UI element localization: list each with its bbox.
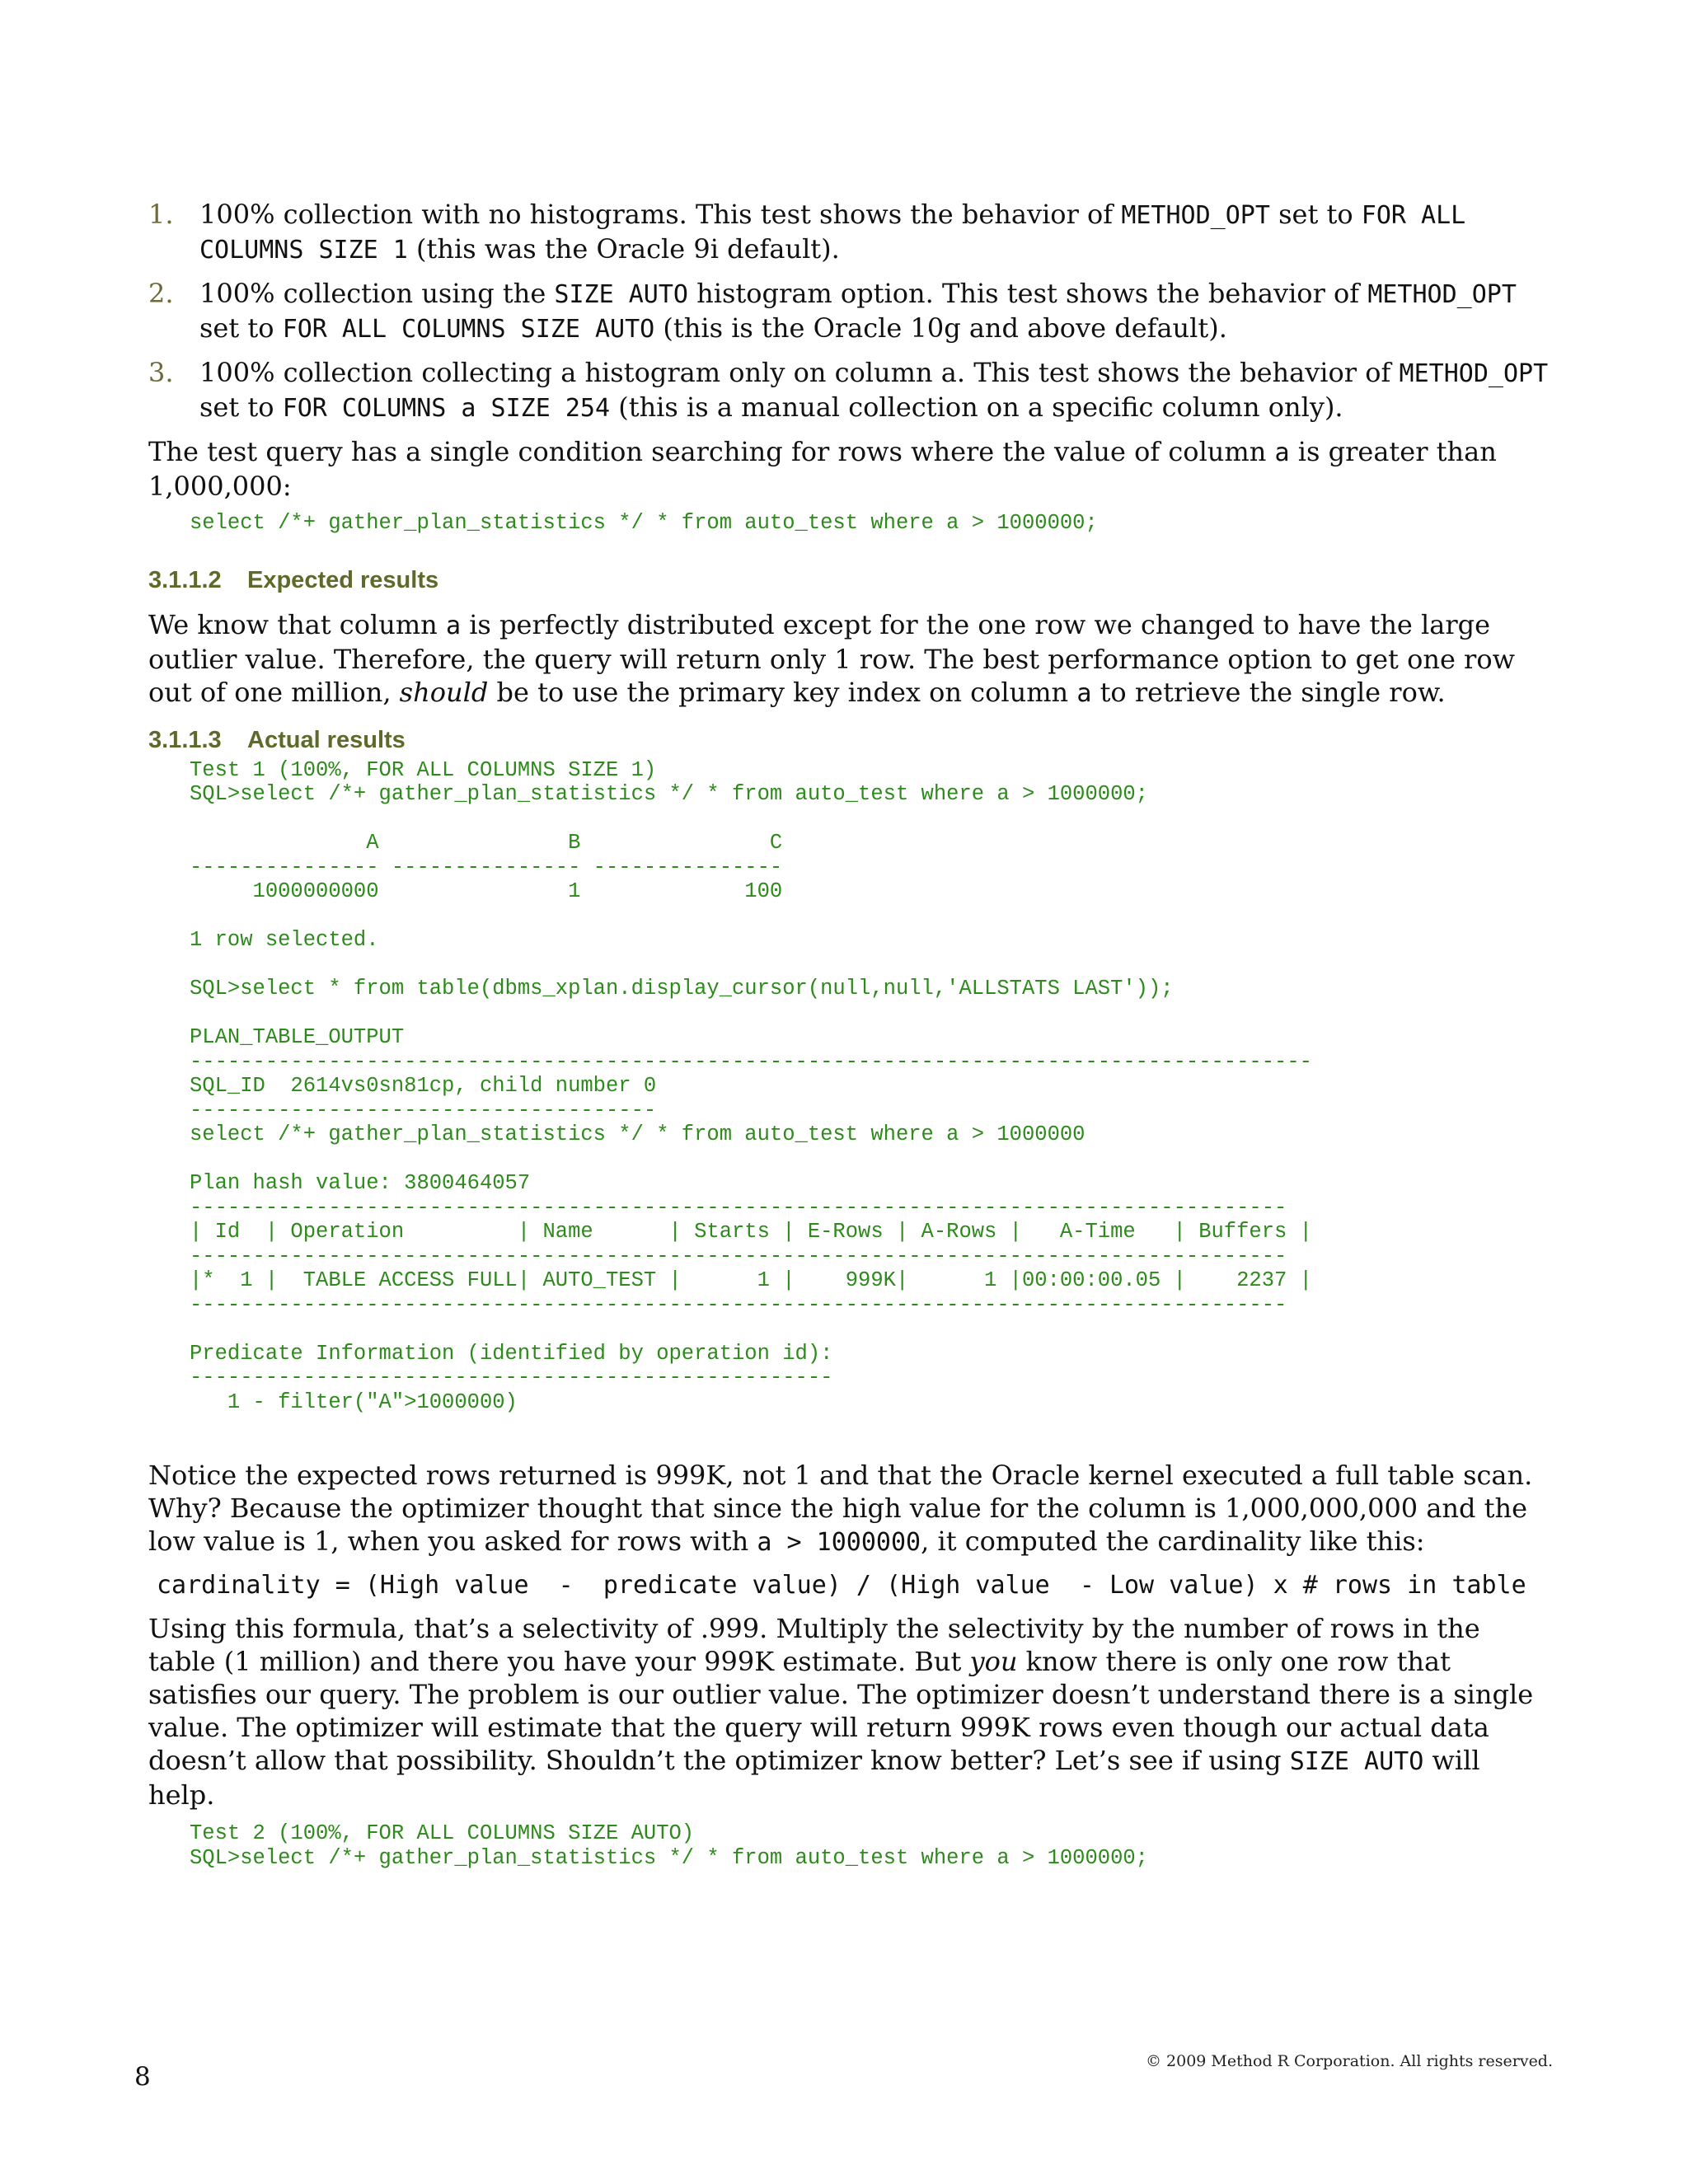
- emphasis-text: you: [969, 1646, 1018, 1677]
- code-line: | Id | Operation | Name | Starts | E-Rows | A-Rows | A-Time | Buffers |: [190, 1220, 1312, 1244]
- text-run: (this was the Oracle 9i default).: [407, 233, 840, 265]
- copyright-notice: © 2009 Method R Corporation. All rights reserved.: [1146, 2052, 1554, 2070]
- test-list: [148, 198, 1550, 425]
- text-run: will help.: [148, 1745, 1480, 1811]
- intro-paragraph: [148, 435, 1550, 503]
- code-line: [190, 807, 1550, 832]
- code-line: Test 1 (100%, FOR ALL COLUMNS SIZE 1): [190, 757, 657, 782]
- inline-code: SIZE AUTO: [554, 280, 688, 309]
- inline-code: SIZE AUTO: [1289, 1747, 1424, 1776]
- code-line: SQL>select * from table(dbms_xplan.display_cursor(null,null,'ALLSTATS LAST'));: [190, 977, 1174, 1001]
- code-block-test2: [190, 1821, 1550, 1870]
- selectivity-paragraph: [148, 1612, 1550, 1811]
- code-block-test1: [190, 758, 1550, 1415]
- code-line: SQL>select /*+ gather_plan_statistics */ * from auto_test where a > 1000000;: [190, 1845, 1148, 1870]
- list-item-text: [199, 357, 1548, 423]
- text-run: be to use the primary key index on column: [488, 676, 1077, 708]
- code-line: Plan hash value: 3800464057: [190, 1171, 531, 1195]
- list-item: [148, 356, 1550, 425]
- text-run: Using this formula, that’s a selectivity of .999. Multiply the selectivity by the number of rows in the table (1 million) and there you have your 999K estimate. But: [148, 1613, 1480, 1677]
- text-run: is perfectly distributed except for the one row we changed to have the large outlier value. Therefore, the query will return only 1 row. The best performance option to get one row out of one million,: [148, 608, 1515, 708]
- list-number: 1.: [148, 199, 174, 230]
- text-run: to retrieve the single row.: [1091, 676, 1446, 708]
- list-item: [148, 277, 1550, 346]
- section-number: 3.1.1.2: [148, 566, 222, 593]
- page-number: 8: [134, 2062, 151, 2092]
- expected-paragraph: [148, 608, 1550, 710]
- section-title: Expected results: [247, 566, 439, 593]
- list-item: [148, 198, 1550, 267]
- code-line: [190, 1317, 1550, 1342]
- list-item-text: [199, 199, 1465, 265]
- code-line: SQL>select /*+ gather_plan_statistics */ * from auto_test where a > 1000000;: [190, 782, 1148, 806]
- code-line: select /*+ gather_plan_statistics */ * from auto_test where a > 1000000;: [190, 511, 1098, 535]
- text-run: (this is a manual collection on a specific column only).: [610, 391, 1343, 423]
- inline-code: METHOD_OPT: [1121, 201, 1270, 230]
- text-run: 100% collection using the: [199, 278, 555, 309]
- text-run: set to: [1269, 199, 1362, 230]
- code-line: -------------------------------------: [190, 1098, 657, 1122]
- code-line: ---------------------------------------------------------------------------------------: [190, 1292, 1287, 1317]
- section-title: Actual results: [247, 726, 406, 753]
- code-line: Test 2 (100%, FOR ALL COLUMNS SIZE AUTO): [190, 1821, 695, 1845]
- code-line: --------------- --------------- ---------------: [190, 855, 783, 879]
- inline-code: a: [445, 611, 462, 640]
- inline-code: FOR ALL COLUMNS SIZE AUTO: [282, 315, 655, 344]
- code-line: -----------------------------------------------------------------------------------------: [190, 1049, 1312, 1074]
- text-run: 100% collection collecting a histogram only on column a. This test shows the behavior of: [199, 357, 1400, 388]
- list-item-text: [199, 278, 1517, 344]
- inline-code: a: [1076, 678, 1092, 708]
- code-line: 1000000000 1 100: [190, 879, 783, 903]
- code-block-query: [190, 511, 1550, 536]
- text-run: The test query has a single condition searching for rows where the value of column: [148, 436, 1275, 467]
- text-run: , it computed the cardinality like this:: [921, 1526, 1425, 1557]
- text-run: We know that column: [148, 608, 446, 640]
- code-line: 1 row selected.: [190, 928, 379, 952]
- text-run: is greater than 1,000,000:: [148, 436, 1497, 502]
- code-line: [190, 953, 1550, 977]
- notice-paragraph: [148, 1459, 1550, 1559]
- code-line: |* 1 | TABLE ACCESS FULL| AUTO_TEST | 1 | 999K| 1 |00:00:00.05 | 2237 |: [190, 1268, 1312, 1292]
- inline-code: a: [1274, 438, 1290, 467]
- document-body: [148, 198, 1550, 1870]
- code-line: A B C: [190, 831, 783, 855]
- inline-code: a > 1000000: [757, 1528, 921, 1557]
- text-run: know there is only one row that satisfies our query. The problem is our outlier value. The optimizer doesn’t understand there is a single value. The optimizer will estimate that the query will return 999K rows even though our actual data doesn’t allow that possibility. Shouldn’t the optimizer know better? Let’s see if using: [148, 1646, 1534, 1776]
- section-heading-expected: [148, 565, 1550, 595]
- section-number: 3.1.1.3: [148, 726, 222, 753]
- cardinality-formula: cardinality = (High value - predicate value) / (High value - Low value) x # rows in table: [157, 1571, 1526, 1600]
- code-line: [190, 904, 1550, 929]
- inline-code: METHOD_OPT: [1367, 280, 1517, 309]
- code-line: SQL_ID 2614vs0sn81cp, child number 0: [190, 1074, 657, 1098]
- list-number: 2.: [148, 278, 174, 309]
- code-line: select /*+ gather_plan_statistics */ * from auto_test where a > 1000000: [190, 1122, 1085, 1146]
- inline-code: FOR COLUMNS a SIZE 254: [282, 394, 611, 423]
- code-line: Predicate Information (identified by operation id):: [190, 1341, 833, 1366]
- code-line: ---------------------------------------------------------------------------------------: [190, 1195, 1287, 1220]
- text-run: set to: [199, 391, 283, 423]
- emphasis-text: should: [399, 676, 489, 708]
- text-run: Notice the expected rows returned is 999K, not 1 and that the Oracle kernel executed a full table scan. Why? Because the optimizer thought that since the high value for the column is 1,000,000,000 and the low value is 1, when you asked for rows with: [148, 1460, 1533, 1557]
- code-line: 1 - filter("A">1000000): [190, 1390, 518, 1414]
- list-number: 3.: [148, 357, 174, 388]
- text-run: histogram option. This test shows the behavior of: [687, 278, 1368, 309]
- text-run: 100% collection with no histograms. This test shows the behavior of: [199, 199, 1122, 230]
- code-line: [190, 1001, 1550, 1026]
- code-line: PLAN_TABLE_OUTPUT: [190, 1025, 405, 1049]
- code-line: ---------------------------------------------------: [190, 1366, 833, 1390]
- section-heading-actual: [148, 725, 1550, 755]
- code-line: [190, 1147, 1550, 1172]
- inline-code: FOR ALL COLUMNS SIZE 1: [199, 201, 1466, 265]
- text-run: set to: [199, 312, 283, 344]
- text-run: (this is the Oracle 10g and above default).: [654, 312, 1227, 344]
- inline-code: METHOD_OPT: [1399, 359, 1549, 388]
- code-line: ---------------------------------------------------------------------------------------: [190, 1244, 1287, 1268]
